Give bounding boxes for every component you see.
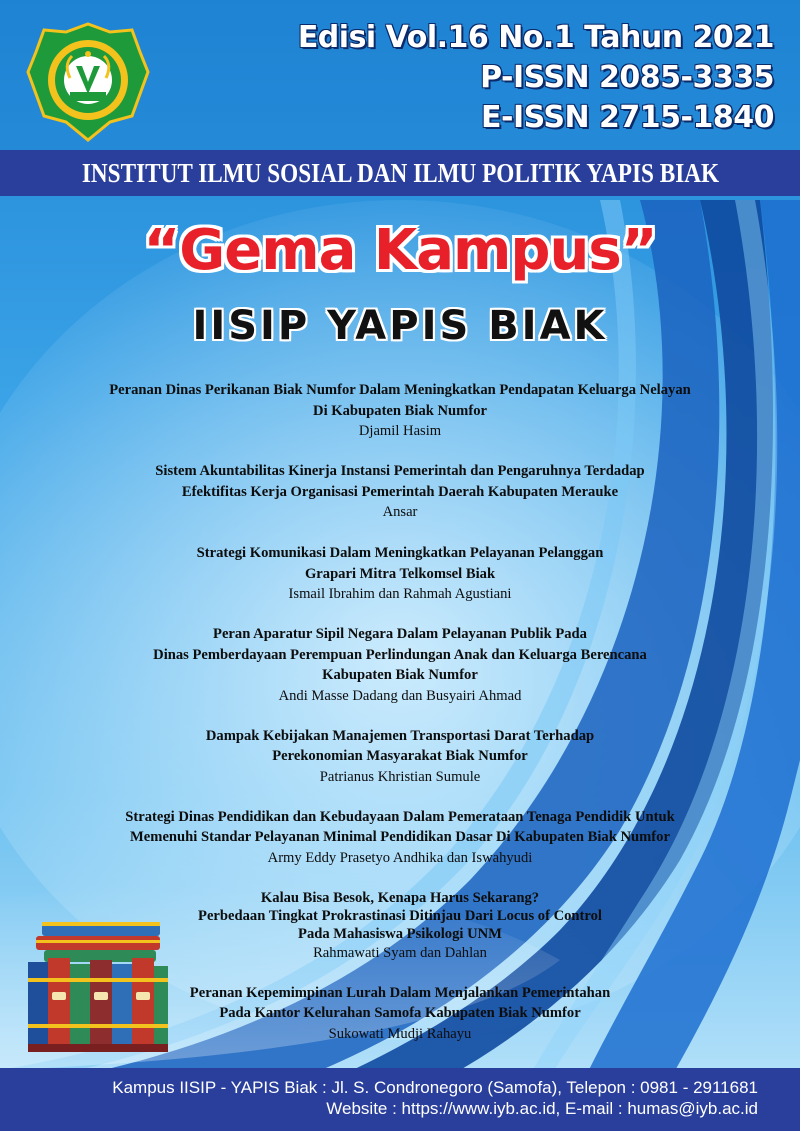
institution-name: INSTITUT ILMU SOSIAL DAN ILMU POLITIK YAPIS BIAK [81, 157, 719, 188]
article-author: Sukowati Mudji Rahayu [328, 1025, 472, 1042]
article-title-line: Peranan Kepemimpinan Lurah Dalam Menjalankan Pemerintahan [189, 984, 611, 1001]
institution-band [0, 150, 800, 196]
pissn-text: P-ISSN 2085-3335 [480, 60, 774, 95]
article-title-line: Perbedaan Tingkat Prokrastinasi Ditinjau Dari Locus of Control [198, 907, 602, 924]
footer-address: Kampus IISIP - YAPIS Biak : Jl. S. Condronegoro (Samofa), Telepon : 0981 - 2911681 [112, 1078, 758, 1097]
article-title-line: Strategi Dinas Pendidikan dan Kebudayaan Dalam Pemerataan Tenaga Pendidik Untuk [125, 808, 675, 825]
article-title-line: Grapari Mitra Telkomsel Biak [304, 565, 496, 582]
footer-contact [0, 1068, 800, 1131]
article-title-line: Pada Mahasiswa Psikologi UNM [298, 925, 502, 942]
article-author: Rahmawati Syam dan Dahlan [313, 944, 487, 961]
article-entry [60, 461, 740, 522]
article-title-line: Sistem Akuntabilitas Kinerja Instansi Pemerintah dan Pengaruhnya Terdadap [155, 463, 645, 479]
article-entry [60, 380, 740, 441]
article-title-line: Di Kabupaten Biak Numfor [313, 402, 487, 419]
article-title-line: Kabupaten Biak Numfor [322, 667, 478, 683]
article-title-line: Efektifitas Kerja Organisasi Pemerintah Daerah Kabupaten Merauke [181, 483, 619, 500]
article-title-line: Perekonomian Masyarakat Biak Numfor [272, 748, 528, 764]
article-title-line: Strategi Komunikasi Dalam Meningkatkan Pelayanan Pelanggan [196, 545, 604, 561]
stack-of-books-icon [22, 918, 172, 1058]
article-title-line: Memenuhi Standar Pelayanan Minimal Pendidikan Dasar Di Kabupaten Biak Numfor [130, 829, 670, 845]
article-title-line: Pada Kantor Kelurahan Samofa Kabupaten Biak Numfor [219, 1005, 581, 1021]
article-title-line: Kalau Bisa Besok, Kenapa Harus Sekarang? [260, 889, 540, 906]
eissn-text: E-ISSN 2715-1840 [481, 100, 774, 135]
article-title-line: Peranan Dinas Perikanan Biak Numfor Dalam Meningkatkan Pendapatan Keluarga Nelayan [109, 382, 691, 398]
journal-title: “Gema Kampus” [143, 218, 657, 283]
article-author: Djamil Hasim [358, 423, 442, 439]
footer-website: Website : https://www.iyb.ac.id, E-mail : humas@iyb.ac.id [326, 1099, 758, 1118]
article-title-line: Peran Aparatur Sipil Negara Dalam Pelayanan Publik Pada [213, 626, 587, 642]
article-author: Andi Masse Dadang dan Busyairi Ahmad [278, 687, 522, 704]
article-entry [60, 543, 740, 604]
article-author: Ansar [382, 504, 418, 520]
article-author: Patrianus Khristian Sumule [319, 768, 481, 785]
edition-text: Edisi Vol.16 No.1 Tahun 2021 [297, 20, 774, 55]
issue-info [298, 18, 774, 138]
article-title-line: Dampak Kebijakan Manajemen Transportasi Darat Terhadap [205, 727, 595, 744]
article-author: Ismail Ibrahim dan Rahmah Agustiani [288, 586, 512, 602]
yapis-seal-icon [26, 22, 150, 142]
article-author: Army Eddy Prasetyo Andhika dan Iswahyudi [267, 849, 533, 866]
article-entry [60, 807, 740, 868]
article-title-line: Dinas Pemberdayaan Perempuan Perlindungan Anak dan Keluarga Berencana [153, 646, 647, 663]
article-entry [60, 624, 740, 706]
journal-subtitle: IISIP YAPIS BIAK [192, 303, 608, 349]
article-entry [60, 726, 740, 787]
